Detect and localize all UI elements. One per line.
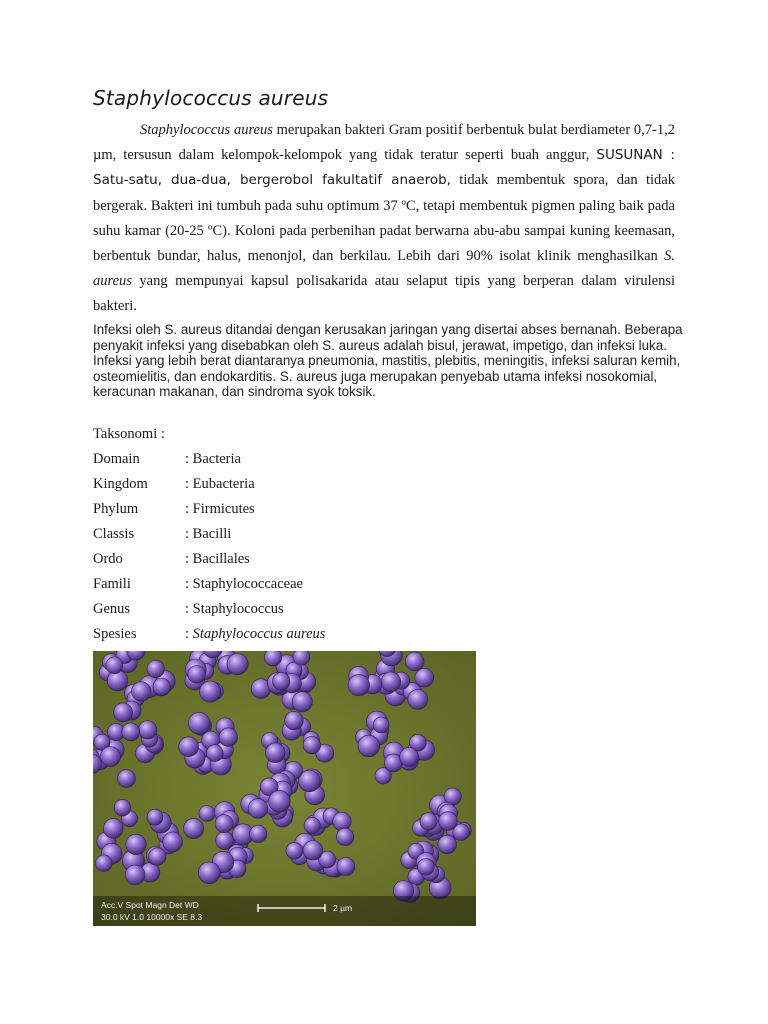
taxonomy-species-italic: Staphylococcus aureus bbox=[192, 626, 326, 642]
coccus-cell bbox=[250, 825, 267, 842]
coccus-cell bbox=[293, 651, 310, 665]
coccus-cell bbox=[122, 723, 140, 741]
taxonomy-rank: Kingdom bbox=[93, 476, 148, 492]
coccus-cell bbox=[188, 666, 206, 684]
coccus-cell bbox=[184, 818, 204, 838]
taxonomy-value: : Staphylococcaceae bbox=[185, 576, 303, 592]
taxonomy-rank: Phylum bbox=[93, 501, 139, 517]
coccus-cell bbox=[304, 817, 320, 833]
coccus-cell bbox=[358, 735, 380, 757]
coccus-cell bbox=[101, 747, 121, 767]
taxonomy-heading: Taksonomi : bbox=[93, 426, 165, 442]
taxonomy-row bbox=[93, 501, 493, 521]
coccus-cell bbox=[114, 799, 131, 816]
taxonomy-value: : Bacteria bbox=[185, 451, 241, 467]
coccus-cell bbox=[200, 681, 221, 702]
susunan-text: SUSUNAN : Satu-satu, dua-dua, bergerobol fakultatif anaerob, bbox=[93, 147, 675, 189]
coccus-cell bbox=[248, 799, 268, 819]
coccus-cell bbox=[147, 660, 164, 677]
coccus-cell bbox=[415, 668, 434, 687]
taxonomy-row bbox=[93, 526, 493, 546]
coccus-cell bbox=[303, 736, 320, 753]
coccus-cell bbox=[215, 815, 233, 833]
sem-micrograph-image bbox=[93, 651, 476, 926]
coccus-cell bbox=[96, 855, 113, 872]
coccus-cell bbox=[106, 657, 123, 674]
coccus-cell bbox=[149, 848, 166, 865]
taxonomy-value-prefix: : bbox=[185, 626, 193, 642]
micrograph-caption-line2: 30.0 kV 1.0 10000x SE 8.3 bbox=[101, 912, 203, 922]
page-title: Staphylococcus aureus bbox=[93, 86, 329, 110]
coccus-cell bbox=[227, 654, 248, 675]
coccus-cell bbox=[438, 835, 457, 854]
taxonomy-rank: Genus bbox=[93, 601, 131, 617]
coccus-cell bbox=[400, 748, 419, 767]
coccus-cell bbox=[199, 806, 215, 822]
coccus-cell bbox=[272, 673, 290, 691]
coccus-cell bbox=[285, 711, 304, 730]
intro-text-part3: yang mempunyai kapsul polisakarida atau selaput tipis yang berperan dalam virulensi bakteri. bbox=[93, 273, 675, 315]
coccus-cell bbox=[179, 737, 199, 757]
taxonomy-row bbox=[93, 601, 493, 621]
micrograph-svg bbox=[93, 651, 476, 926]
coccus-cell bbox=[418, 859, 435, 876]
taxonomy-row bbox=[93, 551, 493, 571]
coccus-cell bbox=[153, 678, 170, 695]
micrograph-caption-line1: Acc.V Spot Magn Det WD bbox=[101, 900, 199, 910]
coccus-cell bbox=[198, 862, 220, 884]
taxonomy-value: : Bacilli bbox=[185, 526, 232, 542]
coccus-cell bbox=[103, 819, 123, 839]
coccus-cell bbox=[132, 682, 151, 701]
coccus-cell bbox=[292, 692, 312, 712]
coccus-cell bbox=[336, 828, 353, 845]
coccus-cell bbox=[126, 834, 146, 854]
coccus-cell bbox=[303, 841, 323, 861]
taxonomy-rank: Famili bbox=[93, 576, 131, 592]
taxonomy-value: : Staphylococcus bbox=[185, 601, 284, 617]
coccus-cell bbox=[420, 813, 437, 830]
coccus-cell bbox=[125, 865, 145, 885]
taxonomy-rank: Ordo bbox=[93, 551, 123, 567]
intro-text-part1: merupakan bakteri Gram positif berbentuk bulat berdiameter 0,7-1,2 µm, tersusun dalam kelompok-kelompok yang tidak teratur seperti buah anggur, bbox=[93, 122, 675, 164]
coccus-cell bbox=[219, 728, 237, 746]
coccus-cell bbox=[286, 842, 303, 859]
coccus-cell bbox=[264, 651, 281, 666]
species-abbrev-italic: S. aureus bbox=[93, 248, 675, 290]
infection-paragraph: Infeksi oleh S. aureus ditandai dengan kerusakan jaringan yang disertai abses bernanah. Beberapa penyakit infeksi yang disebabkan oleh S. aureus adalah bisul, jerawat, impetigo, dan infeksi luka. Infeksi yang lebih berat diantaranya pneumonia, mastitis, plebitis, meningitis, infeksi saluran kemih, osteomielitis, dan endokarditis. S. aureus juga merupakan penyebab utama infeksi nosokomial, keracunan makanan, dan sindroma syok toksik. bbox=[93, 322, 683, 400]
coccus-cell bbox=[138, 721, 156, 739]
coccus-cell bbox=[118, 770, 136, 788]
coccus-cell bbox=[405, 652, 424, 671]
taxonomy-value: : Bacillales bbox=[185, 551, 250, 567]
coccus-cell bbox=[269, 790, 291, 812]
taxonomy-rank: Domain bbox=[93, 451, 140, 467]
coccus-cell bbox=[333, 812, 351, 830]
coccus-cell bbox=[381, 672, 401, 692]
taxonomy-value: : Firmicutes bbox=[185, 501, 255, 517]
coccus-cell bbox=[348, 674, 369, 695]
taxonomy-value bbox=[185, 626, 325, 643]
taxonomy-row bbox=[93, 476, 493, 496]
intro-paragraph bbox=[93, 118, 675, 320]
coccus-cell bbox=[114, 703, 133, 722]
species-name-italic: Staphylococcus aureus bbox=[140, 122, 273, 138]
coccus-cell bbox=[408, 689, 428, 709]
taxonomy-row bbox=[93, 576, 493, 596]
coccus-cell bbox=[206, 745, 223, 762]
coccus-cell bbox=[337, 858, 355, 876]
coccus-cell bbox=[266, 743, 286, 763]
taxonomy-value: : Eubacteria bbox=[185, 476, 255, 492]
coccus-cell bbox=[216, 832, 234, 850]
taxonomy-rank: Classis bbox=[93, 526, 135, 542]
taxonomy-row bbox=[93, 451, 493, 471]
taxonomy-row bbox=[93, 626, 493, 646]
scale-bar-label: 2 µm bbox=[333, 903, 353, 913]
coccus-cell bbox=[439, 812, 458, 831]
coccus-cell bbox=[373, 717, 389, 733]
coccus-cell bbox=[147, 809, 163, 825]
coccus-cell bbox=[163, 832, 183, 852]
coccus-cell bbox=[188, 712, 210, 734]
intro-text-part2: tidak membentuk spora, dan tidak bergerak. Bakteri ini tumbuh pada suhu optimum 37 ºC, tetapi membentuk pigmen paling baik pada suhu kamar (20-25 ºC). Koloni pada perbenihan padat berwarna abu-abu sampai kuning keemasan, berbentuk bundar, halus, menonjol, dan berkilau. Lebih dari 90% isolat klinik menghasilkan bbox=[93, 172, 675, 265]
taxonomy-rank: Spesies bbox=[93, 626, 137, 642]
